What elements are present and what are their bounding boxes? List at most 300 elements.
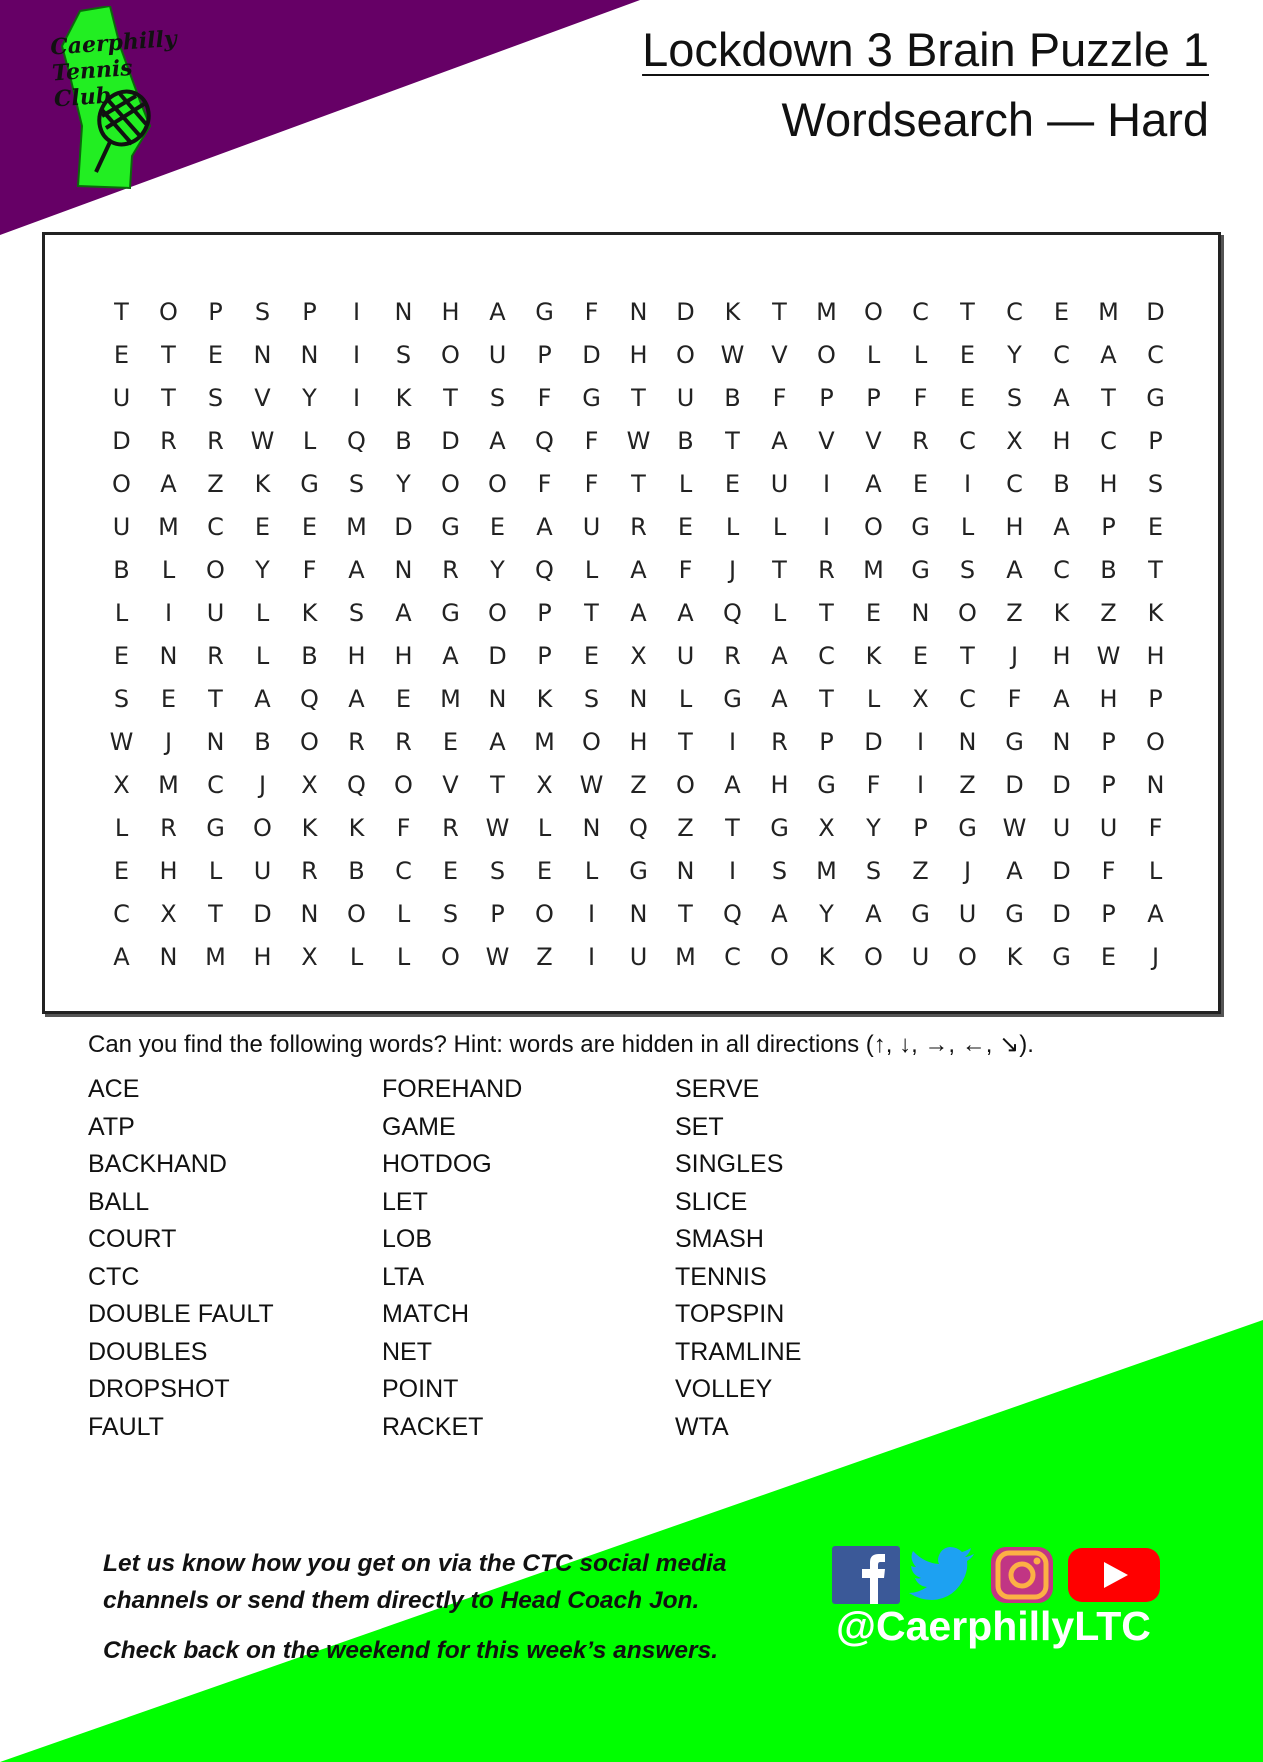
grid-letter: Q — [723, 598, 742, 627]
facebook-icon[interactable] — [832, 1546, 900, 1604]
grid-letter: B — [1053, 469, 1070, 498]
grid-letter: L — [678, 469, 693, 498]
grid-letter: N — [676, 856, 695, 885]
grid-letter: X — [536, 770, 553, 799]
grid-letter: I — [587, 899, 596, 928]
grid-letter: D — [864, 727, 883, 756]
grid-letter: G — [582, 383, 601, 412]
grid-letter: Q — [300, 684, 319, 713]
word-item: TRAMLINE — [675, 1337, 802, 1366]
grid-letter: Z — [1006, 598, 1023, 627]
grid-letter: U — [253, 856, 272, 885]
grid-letter: A — [489, 297, 506, 326]
grid-letter: G — [911, 512, 930, 541]
grid-letter: Q — [535, 426, 554, 455]
grid-letter: J — [164, 727, 173, 756]
grid-letter: O — [394, 770, 413, 799]
grid-letter: L — [537, 813, 552, 842]
grid-letter: E — [113, 856, 130, 885]
grid-letter: A — [1100, 340, 1117, 369]
grid-letter: D — [582, 340, 601, 369]
grid-letter: A — [865, 469, 882, 498]
grid-letter: P — [819, 727, 834, 756]
grid-letter: Y — [302, 383, 317, 412]
grid-letter: E — [1100, 942, 1117, 971]
grid-letter: E — [442, 856, 459, 885]
grid-letter: T — [1101, 383, 1116, 412]
grid-letter: I — [916, 727, 925, 756]
grid-letter: I — [728, 727, 737, 756]
grid-letter: A — [160, 469, 177, 498]
grid-letter: S — [489, 383, 506, 412]
grid-letter: A — [724, 770, 741, 799]
youtube-icon[interactable] — [1066, 1546, 1162, 1604]
grid-letter: L — [114, 813, 129, 842]
grid-letter: S — [395, 340, 412, 369]
grid-letter: Y — [255, 555, 270, 584]
page-subtitle: Wordsearch — Hard — [781, 93, 1209, 146]
grid-letter: U — [582, 512, 601, 541]
grid-letter: V — [771, 340, 788, 369]
grid-letter: W — [1002, 813, 1027, 842]
grid-letter: E — [113, 340, 130, 369]
grid-letter: Q — [629, 813, 648, 842]
word-item: MATCH — [382, 1300, 470, 1328]
grid-letter: O — [864, 297, 883, 326]
twitter-icon[interactable] — [908, 1546, 976, 1604]
grid-letter: W — [485, 813, 510, 842]
grid-letter: N — [488, 684, 507, 713]
grid-letter: N — [159, 942, 178, 971]
grid-letter: O — [300, 727, 319, 756]
grid-letter: M — [205, 942, 226, 971]
grid-letter: N — [159, 641, 178, 670]
grid-letter: E — [489, 512, 506, 541]
grid-letter: J — [728, 555, 737, 584]
grid-letter: P — [1101, 727, 1116, 756]
grid-letter: L — [866, 340, 881, 369]
grid-letter: J — [963, 856, 972, 885]
grid-letter: N — [300, 340, 319, 369]
grid-letter: E — [1147, 512, 1164, 541]
grid-letter: S — [113, 684, 130, 713]
grid-letter: Y — [866, 813, 881, 842]
grid-letter: E — [677, 512, 694, 541]
grid-letter: V — [254, 383, 271, 412]
grid-letter: L — [678, 684, 693, 713]
grid-letter: R — [207, 426, 224, 455]
word-item: FOREHAND — [382, 1075, 523, 1103]
word-item: SERVE — [675, 1075, 760, 1103]
word-item: COURT — [88, 1225, 177, 1253]
grid-letter: R — [442, 555, 459, 584]
grid-letter: T — [819, 598, 834, 627]
grid-letter: D — [394, 512, 413, 541]
grid-letter: D — [1052, 856, 1071, 885]
word-item: LET — [382, 1187, 428, 1216]
grid-letter: Z — [207, 469, 224, 498]
grid-letter: J — [1010, 641, 1019, 670]
word-item: GAME — [382, 1112, 456, 1141]
grid-letter: N — [394, 297, 413, 326]
grid-letter: L — [255, 598, 270, 627]
grid-letter: H — [629, 340, 648, 369]
word-list-column-3 — [675, 1071, 801, 1446]
grid-letter: Z — [912, 856, 929, 885]
word-list-column-2 — [382, 1071, 522, 1446]
word-item: SLICE — [675, 1187, 748, 1216]
grid-letter: C — [959, 684, 976, 713]
grid-letter: F — [537, 469, 552, 498]
grid-letter: U — [112, 512, 131, 541]
grid-letter: N — [300, 899, 319, 928]
grid-letter: S — [489, 856, 506, 885]
grid-letter: K — [348, 813, 365, 842]
grid-letter: F — [584, 297, 599, 326]
grid-letter: L — [866, 684, 881, 713]
grid-letter: I — [822, 469, 831, 498]
grid-letter: H — [441, 297, 460, 326]
grid-letter: C — [818, 641, 835, 670]
grid-letter: A — [395, 598, 412, 627]
footer-message — [103, 1545, 803, 1619]
grid-letter: N — [1052, 727, 1071, 756]
grid-letter: A — [677, 598, 694, 627]
grid-letter: O — [441, 340, 460, 369]
grid-letter: D — [253, 899, 272, 928]
page-title: Lockdown 3 Brain Puzzle 1 — [642, 23, 1209, 76]
grid-letter: C — [1100, 426, 1117, 455]
grid-letter: T — [1148, 555, 1163, 584]
grid-letter: H — [159, 856, 178, 885]
grid-letter: G — [723, 684, 742, 713]
grid-letter: U — [770, 469, 789, 498]
grid-letter: A — [630, 598, 647, 627]
grid-letter: X — [113, 770, 130, 799]
grid-letter: L — [1148, 856, 1163, 885]
grid-letter: H — [253, 942, 272, 971]
grid-letter: M — [346, 512, 367, 541]
grid-letter: A — [771, 899, 788, 928]
grid-letter: L — [913, 340, 928, 369]
grid-letter: A — [113, 942, 130, 971]
grid-letter: O — [676, 770, 695, 799]
grid-letter: U — [676, 383, 695, 412]
grid-letter: I — [352, 297, 361, 326]
grid-letter: S — [1006, 383, 1023, 412]
grid-letter: O — [1146, 727, 1165, 756]
grid-letter: D — [1052, 770, 1071, 799]
grid-letter: Q — [347, 426, 366, 455]
grid-letter: B — [301, 641, 318, 670]
grid-letter: F — [584, 469, 599, 498]
grid-letter: Q — [347, 770, 366, 799]
grid-letter: P — [1148, 426, 1163, 455]
grid-letter: A — [771, 426, 788, 455]
grid-letter: O — [958, 942, 977, 971]
grid-letter: L — [114, 598, 129, 627]
grid-letter: T — [725, 426, 740, 455]
instructions-text: Can you find the following words? Hint: words are hidden in all directions (↑, ↓, →, ←, ↘). — [88, 1031, 1034, 1058]
word-item: DROPSHOT — [88, 1375, 230, 1403]
word-item: SMASH — [675, 1225, 764, 1253]
grid-letter: O — [535, 899, 554, 928]
grid-letter: E — [583, 641, 600, 670]
grid-letter: R — [818, 555, 835, 584]
grid-letter: D — [1052, 899, 1071, 928]
grid-letter: E — [301, 512, 318, 541]
grid-letter: I — [164, 598, 173, 627]
grid-letter: T — [960, 297, 975, 326]
grid-letter: R — [724, 641, 741, 670]
grid-letter: W — [485, 942, 510, 971]
grid-letter: N — [629, 297, 648, 326]
grid-letter: S — [771, 856, 788, 885]
grid-letter: S — [207, 383, 224, 412]
grid-letter: M — [534, 727, 555, 756]
grid-letter: G — [958, 813, 977, 842]
grid-letter: O — [582, 727, 601, 756]
grid-letter: S — [348, 598, 365, 627]
grid-letter: A — [865, 899, 882, 928]
grid-letter: E — [724, 469, 741, 498]
grid-letter: Y — [396, 469, 411, 498]
grid-letter: O — [347, 899, 366, 928]
grid-letter: G — [1052, 942, 1071, 971]
grid-letter: M — [440, 684, 461, 713]
grid-letter: M — [675, 942, 696, 971]
word-item: DOUBLE FAULT — [88, 1300, 274, 1328]
grid-letter: I — [963, 469, 972, 498]
grid-letter: D — [112, 426, 131, 455]
grid-letter: C — [1006, 469, 1023, 498]
grid-letter: Q — [723, 899, 742, 928]
grid-letter: X — [1006, 426, 1023, 455]
grid-letter: P — [537, 340, 552, 369]
grid-letter: G — [911, 555, 930, 584]
grid-letter: K — [536, 684, 553, 713]
grid-letter: A — [1006, 856, 1023, 885]
grid-letter: F — [772, 383, 787, 412]
grid-letter: R — [160, 426, 177, 455]
word-item: ATP — [88, 1112, 135, 1141]
grid-letter: B — [724, 383, 741, 412]
logo-text-line2: Tennis Club — [51, 54, 134, 113]
grid-letter: T — [631, 469, 646, 498]
grid-letter: G — [817, 770, 836, 799]
grid-letter: A — [630, 555, 647, 584]
social-handle[interactable]: @CaerphillyLTC — [836, 1603, 1151, 1649]
grid-letter: V — [818, 426, 835, 455]
grid-letter: E — [912, 641, 929, 670]
grid-letter: G — [535, 297, 554, 326]
grid-letter: R — [771, 727, 788, 756]
grid-letter: Z — [630, 770, 647, 799]
grid-letter: L — [208, 856, 223, 885]
grid-letter: A — [1006, 555, 1023, 584]
grid-letter: B — [348, 856, 365, 885]
grid-letter: I — [352, 340, 361, 369]
grid-letter: A — [771, 684, 788, 713]
grid-letter: X — [912, 684, 929, 713]
word-item: CTC — [88, 1262, 140, 1291]
grid-letter: A — [1053, 512, 1070, 541]
grid-letter: Y — [1007, 340, 1022, 369]
grid-letter: W — [626, 426, 651, 455]
word-item: FAULT — [88, 1412, 164, 1441]
grid-letter: K — [254, 469, 271, 498]
grid-letter: O — [817, 340, 836, 369]
grid-letter: U — [958, 899, 977, 928]
grid-letter: G — [629, 856, 648, 885]
grid-letter: K — [865, 641, 882, 670]
grid-letter: H — [394, 641, 413, 670]
grid-letter: O — [112, 469, 131, 498]
grid-letter: H — [1052, 426, 1071, 455]
word-item: WTA — [675, 1412, 729, 1441]
grid-letter: J — [1151, 942, 1160, 971]
grid-letter: L — [584, 555, 599, 584]
grid-letter: F — [396, 813, 411, 842]
grid-letter: B — [677, 426, 694, 455]
grid-letter: K — [724, 297, 741, 326]
grid-letter: F — [866, 770, 881, 799]
grid-letter: H — [1146, 641, 1165, 670]
grid-letter: N — [911, 598, 930, 627]
grid-letter: E — [442, 727, 459, 756]
grid-letter: X — [160, 899, 177, 928]
grid-letter: L — [161, 555, 176, 584]
grid-letter: O — [159, 297, 178, 326]
grid-letter: Z — [536, 942, 553, 971]
grid-letter: O — [488, 598, 507, 627]
grid-letter: R — [395, 727, 412, 756]
word-item: BACKHAND — [88, 1150, 227, 1178]
grid-letter: H — [1099, 469, 1118, 498]
grid-letter: I — [352, 383, 361, 412]
grid-letter: P — [1101, 899, 1116, 928]
grid-letter: E — [959, 383, 976, 412]
grid-letter: G — [300, 469, 319, 498]
grid-letter: I — [916, 770, 925, 799]
grid-letter: B — [254, 727, 271, 756]
grid-letter: I — [822, 512, 831, 541]
grid-letter: P — [490, 899, 505, 928]
grid-letter: A — [442, 641, 459, 670]
grid-letter: E — [959, 340, 976, 369]
grid-letter: S — [959, 555, 976, 584]
grid-letter: X — [630, 641, 647, 670]
grid-letter: H — [629, 727, 648, 756]
grid-letter: O — [488, 469, 507, 498]
grid-letter: E — [912, 469, 929, 498]
grid-letter: U — [488, 340, 507, 369]
grid-letter: W — [720, 340, 745, 369]
grid-letter: R — [207, 641, 224, 670]
footer-line-1: Let us know how you get on via the CTC social media — [103, 1550, 727, 1577]
grid-letter: U — [1052, 813, 1071, 842]
grid-letter: A — [348, 684, 365, 713]
grid-letter: Y — [490, 555, 505, 584]
grid-letter: N — [253, 340, 272, 369]
word-item: LOB — [382, 1225, 433, 1253]
grid-letter: A — [1053, 684, 1070, 713]
grid-letter: U — [911, 942, 930, 971]
grid-letter: C — [207, 770, 224, 799]
grid-letter: G — [770, 813, 789, 842]
word-item: DOUBLES — [88, 1337, 208, 1366]
grid-letter: Y — [819, 899, 834, 928]
word-item: HOTDOG — [382, 1150, 492, 1178]
grid-letter: C — [1147, 340, 1164, 369]
grid-letter: A — [489, 426, 506, 455]
grid-letter: P — [302, 297, 317, 326]
grid-letter: C — [1053, 555, 1070, 584]
grid-letter: C — [113, 899, 130, 928]
grid-letter: F — [302, 555, 317, 584]
grid-letter: P — [819, 383, 834, 412]
grid-letter: T — [208, 899, 223, 928]
grid-letter: V — [865, 426, 882, 455]
grid-letter: F — [1007, 684, 1022, 713]
grid-letter: E — [1053, 297, 1070, 326]
grid-letter: O — [864, 942, 883, 971]
grid-letter: H — [347, 641, 366, 670]
grid-letter: H — [770, 770, 789, 799]
grid-letter: I — [587, 942, 596, 971]
grid-letter: C — [959, 426, 976, 455]
grid-letter: P — [913, 813, 928, 842]
grid-letter: J — [258, 770, 267, 799]
grid-letter: T — [819, 684, 834, 713]
grid-letter: L — [584, 856, 599, 885]
grid-letter: O — [958, 598, 977, 627]
grid-letter: L — [302, 426, 317, 455]
grid-letter: P — [866, 383, 881, 412]
grid-letter: F — [584, 426, 599, 455]
grid-letter: D — [1005, 770, 1024, 799]
word-item: LTA — [382, 1262, 425, 1291]
grid-letter: F — [1148, 813, 1163, 842]
grid-letter: M — [863, 555, 884, 584]
grid-letter: T — [725, 813, 740, 842]
word-item: SINGLES — [675, 1150, 784, 1178]
grid-letter: R — [160, 813, 177, 842]
word-item: NET — [382, 1337, 432, 1366]
grid-letter: S — [1147, 469, 1164, 498]
grid-letter: L — [396, 899, 411, 928]
footer-line-3: Check back on the weekend for this week’s answers. — [103, 1637, 719, 1664]
instagram-icon[interactable] — [988, 1546, 1056, 1604]
grid-letter: O — [770, 942, 789, 971]
grid-letter: T — [208, 684, 223, 713]
grid-letter: T — [960, 641, 975, 670]
grid-letter: L — [255, 641, 270, 670]
grid-letter: N — [394, 555, 413, 584]
grid-letter: Q — [535, 555, 554, 584]
grid-letter: N — [206, 727, 225, 756]
grid-letter: K — [1053, 598, 1070, 627]
grid-letter: A — [489, 727, 506, 756]
grid-letter: W — [1096, 641, 1121, 670]
word-item: RACKET — [382, 1412, 484, 1441]
grid-letter: D — [488, 641, 507, 670]
grid-letter: G — [1005, 899, 1024, 928]
grid-letter: U — [206, 598, 225, 627]
grid-letter: K — [395, 383, 412, 412]
grid-letter: S — [865, 856, 882, 885]
grid-letter: H — [1099, 684, 1118, 713]
